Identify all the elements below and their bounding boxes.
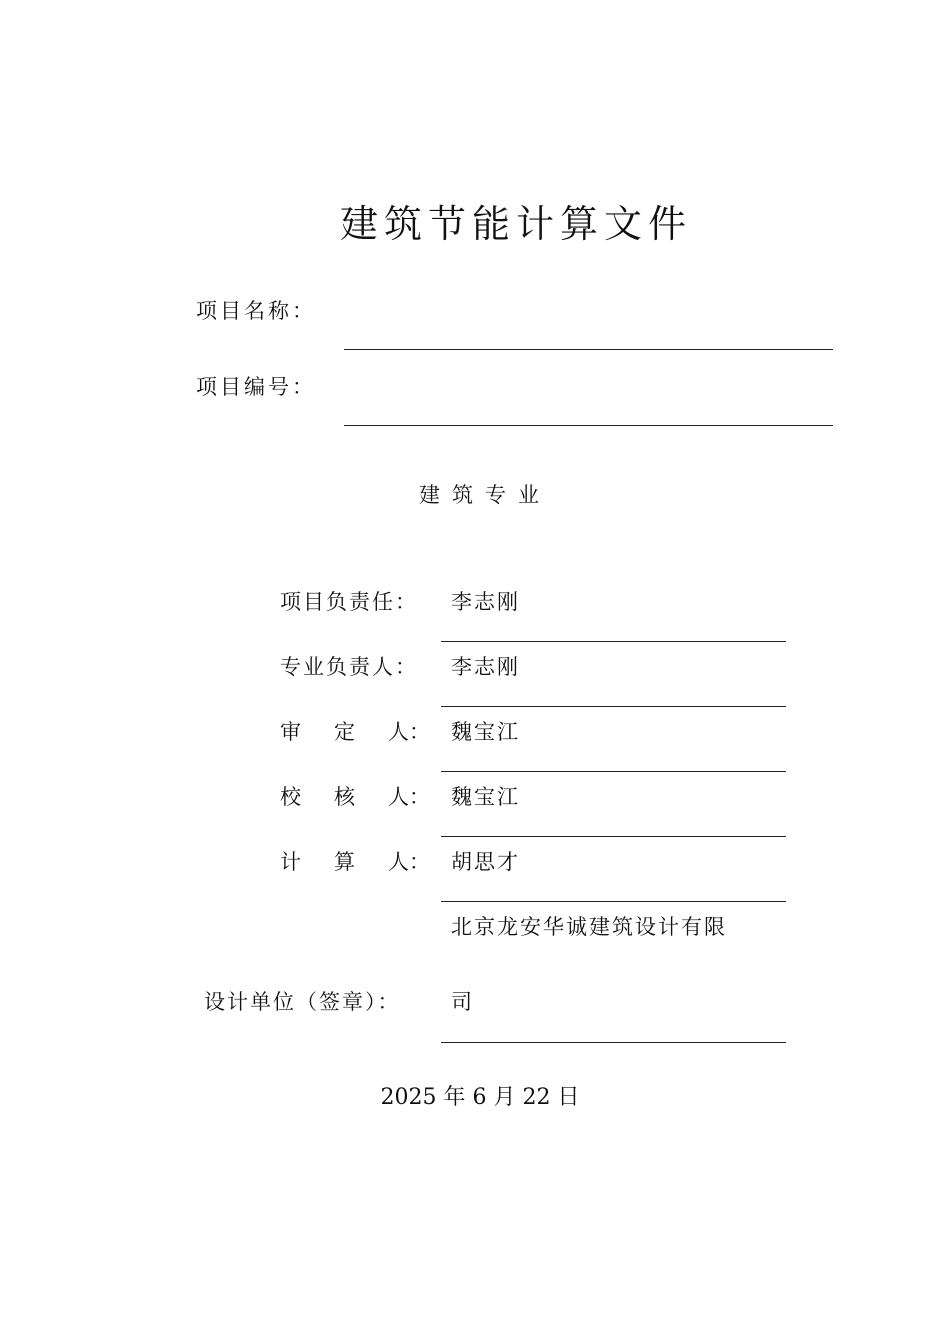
approver-label-part: 定 xyxy=(334,720,355,744)
discipline-leader-underline xyxy=(441,706,786,707)
checker-label xyxy=(280,782,430,812)
discipline-heading: 建筑专业 xyxy=(419,483,551,507)
approver-label xyxy=(280,717,430,747)
document-title: 建筑节能计算文件 xyxy=(339,202,692,246)
calculator-label-part: 计 xyxy=(280,850,301,874)
calculator-label-part: 算 xyxy=(334,850,355,874)
checker-label-part: 人： xyxy=(388,785,430,809)
approver-name: 魏宝江 xyxy=(451,720,520,744)
project-number-label: 项目编号： xyxy=(196,375,316,399)
project-name-label: 项目名称： xyxy=(196,299,316,323)
design-unit-name-line1: 北京龙安华诚建筑设计有限 xyxy=(451,915,727,939)
project-leader-name: 李志刚 xyxy=(451,590,520,614)
checker-underline xyxy=(441,836,786,837)
discipline-leader-name: 李志刚 xyxy=(451,655,520,679)
project-leader-underline xyxy=(441,641,786,642)
document-date: 2025 年 6 月 22 日 xyxy=(380,1085,580,1110)
project-number-underline xyxy=(344,425,833,426)
checker-name: 魏宝江 xyxy=(451,785,520,809)
approver-underline xyxy=(441,771,786,772)
calculator-label-part: 人： xyxy=(388,850,430,874)
project-name-underline xyxy=(344,349,833,350)
discipline-leader-label-text: 专业负责人： xyxy=(280,655,418,679)
checker-label-part: 校 xyxy=(280,785,301,809)
calculator-label xyxy=(280,847,430,877)
design-unit-name-line2: 司 xyxy=(451,990,474,1014)
design-unit-label: 设计单位（签章）： xyxy=(204,990,401,1014)
design-unit-underline xyxy=(441,1042,786,1043)
calculator-underline xyxy=(441,901,786,902)
project-leader-label-text: 项目负责任： xyxy=(280,590,418,614)
calculator-name: 胡思才 xyxy=(451,850,520,874)
project-leader-label xyxy=(280,587,430,617)
discipline-leader-label xyxy=(280,652,430,682)
approver-label-part: 人： xyxy=(388,720,430,744)
approver-label-part: 审 xyxy=(280,720,301,744)
checker-label-part: 核 xyxy=(334,785,355,809)
